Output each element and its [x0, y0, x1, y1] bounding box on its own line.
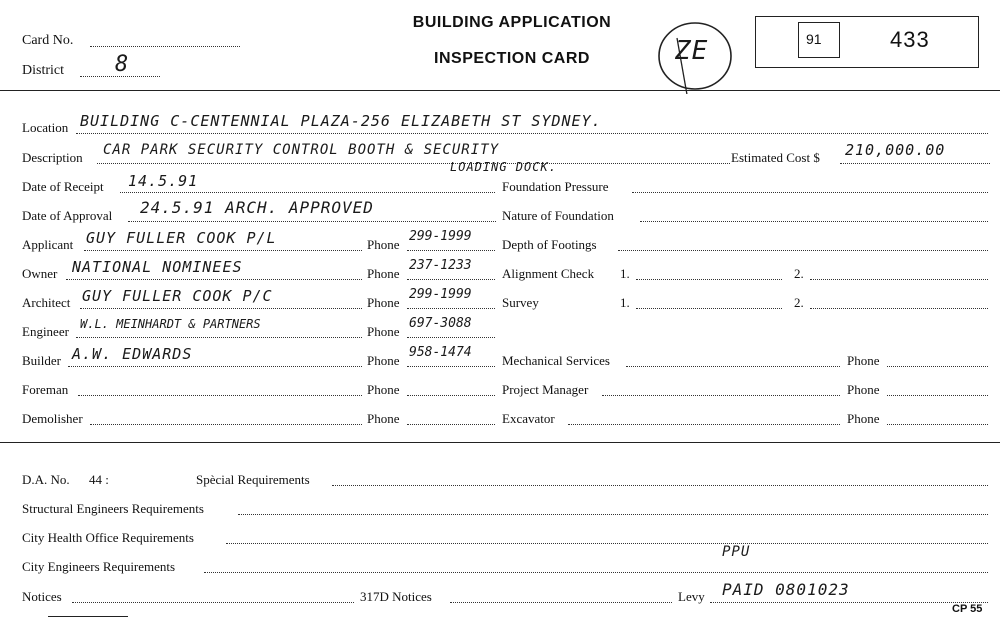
builder-value: A.W. EDWARDS — [72, 345, 193, 363]
description-value: CAR PARK SECURITY CONTROL BOOTH & SECURITY — [103, 142, 500, 158]
levy-value: PAID 0801023 — [722, 580, 850, 599]
nature-of-foundation-field[interactable] — [640, 221, 988, 222]
applicant-value: GUY FULLER COOK P/L — [86, 229, 277, 247]
owner-value: NATIONAL NOMINEES — [72, 258, 243, 276]
survey-field-2[interactable] — [810, 308, 988, 309]
survey-num1: 1. — [620, 295, 630, 310]
alignment-check-num2: 2. — [794, 266, 804, 281]
applicant-phone-label: Phone — [367, 237, 400, 252]
initials-mark: ZE — [675, 36, 709, 66]
estimated-cost-field[interactable] — [840, 163, 990, 164]
notices-317d-label: 317D Notices — [360, 589, 432, 604]
excavator-phone-field[interactable] — [887, 424, 988, 425]
card-no-field[interactable] — [90, 46, 240, 47]
project-manager-phone-field[interactable] — [887, 395, 988, 396]
excavator-field[interactable] — [568, 424, 840, 425]
builder-phone-value: 958-1474 — [409, 345, 472, 360]
engineer-phone-label: Phone — [367, 324, 400, 339]
foundation-pressure-label: Foundation Pressure — [502, 179, 609, 194]
builder-label: Builder — [22, 353, 61, 368]
architect-phone-value: 299-1999 — [409, 287, 472, 302]
special-requirements-label: Spècial Requirements — [196, 472, 310, 487]
date-of-receipt-field[interactable] — [120, 192, 495, 193]
applicant-phone-field[interactable] — [407, 250, 495, 251]
city-engineers-field[interactable] — [204, 572, 988, 573]
form-code: CP 55 — [952, 603, 983, 615]
builder-phone-field[interactable] — [407, 366, 495, 367]
excavator-label: Excavator — [502, 411, 555, 426]
owner-phone-value: 237-1233 — [409, 258, 472, 273]
project-manager-phone-label: Phone — [847, 382, 880, 397]
architect-value: GUY FULLER COOK P/C — [82, 287, 273, 305]
date-of-approval-value: 24.5.91 ARCH. APPROVED — [140, 198, 374, 217]
engineer-phone-value: 697-3088 — [409, 316, 472, 331]
foreman-phone-label: Phone — [367, 382, 400, 397]
card-number-box — [755, 16, 979, 68]
foundation-pressure-field[interactable] — [632, 192, 988, 193]
survey-num2: 2. — [794, 295, 804, 310]
city-engineers-label: City Engineers Requirements — [22, 559, 176, 574]
district-value: 8 — [115, 52, 130, 77]
alignment-check-field-2[interactable] — [810, 279, 988, 280]
structural-requirements-field[interactable] — [238, 514, 988, 515]
mechanical-services-field[interactable] — [626, 366, 840, 367]
depth-of-footings-field[interactable] — [618, 250, 988, 251]
levy-field[interactable] — [710, 602, 988, 603]
notices-label: Notices — [22, 589, 62, 604]
description-field[interactable] — [97, 163, 730, 164]
architect-phone-label: Phone — [367, 295, 400, 310]
location-value: BUILDING C-CENTENNIAL PLAZA-256 ELIZABETH ST SYDNEY. — [80, 112, 602, 130]
notices-field[interactable] — [72, 602, 354, 603]
project-manager-field[interactable] — [602, 395, 840, 396]
owner-phone-field[interactable] — [407, 279, 495, 280]
special-requirements-field[interactable] — [332, 485, 988, 486]
location-field[interactable] — [76, 133, 988, 134]
foreman-label: Foreman — [22, 382, 69, 397]
builder-phone-label: Phone — [367, 353, 400, 368]
applicant-label: Applicant — [22, 237, 74, 252]
mechanical-services-phone-field[interactable] — [887, 366, 988, 367]
alignment-check-field-1[interactable] — [636, 279, 782, 280]
engineer-label: Engineer — [22, 324, 69, 339]
applicant-phone-value: 299-1999 — [409, 229, 472, 244]
estimated-cost-value: 210,000.00 — [845, 141, 946, 159]
owner-phone-label: Phone — [367, 266, 400, 281]
description-label: Description — [22, 150, 83, 165]
levy-label: Levy — [678, 589, 705, 604]
project-manager-label: Project Manager — [502, 382, 589, 397]
date-of-approval-field[interactable] — [128, 221, 496, 222]
demolisher-phone-field[interactable] — [407, 424, 495, 425]
nature-of-foundation-label: Nature of Foundation — [502, 208, 614, 223]
city-engineers-value: PPU — [722, 544, 751, 560]
architect-label: Architect — [22, 295, 71, 310]
excavator-phone-label: Phone — [847, 411, 880, 426]
card-no-label: Card No. — [22, 33, 74, 48]
demolisher-field[interactable] — [90, 424, 362, 425]
section-divider — [0, 442, 1000, 443]
form-title-line1: BUILDING APPLICATION — [412, 14, 612, 31]
da-no-value: 44 : — [89, 472, 109, 487]
applicant-field[interactable] — [84, 250, 362, 251]
notices-317d-field[interactable] — [450, 602, 672, 603]
mechanical-services-phone-label: Phone — [847, 353, 880, 368]
mechanical-services-label: Mechanical Services — [502, 353, 610, 368]
card-number-large: 433 — [890, 27, 930, 52]
engineer-phone-field[interactable] — [407, 337, 495, 338]
da-no-label: D.A. No. — [22, 472, 70, 487]
alignment-check-num1: 1. — [620, 266, 630, 281]
form-title-line2: INSPECTION CARD — [434, 50, 590, 67]
engineer-field[interactable] — [76, 337, 362, 338]
architect-field[interactable] — [80, 308, 362, 309]
owner-field[interactable] — [66, 279, 362, 280]
foreman-phone-field[interactable] — [407, 395, 495, 396]
estimated-cost-label: Estimated Cost $ — [731, 150, 820, 165]
alignment-check-label: Alignment Check — [502, 266, 595, 281]
health-requirements-label: City Health Office Requirements — [22, 530, 194, 545]
architect-phone-field[interactable] — [407, 308, 495, 309]
owner-label: Owner — [22, 266, 58, 281]
header-divider — [0, 90, 1000, 91]
builder-field[interactable] — [68, 366, 362, 367]
demolisher-label: Demolisher — [22, 411, 83, 426]
date-of-approval-label: Date of Approval — [22, 208, 113, 223]
survey-field-1[interactable] — [636, 308, 782, 309]
bottom-edge-mark — [48, 616, 128, 617]
structural-requirements-label: Structural Engineers Requirements — [22, 501, 204, 516]
survey-label: Survey — [502, 295, 539, 310]
health-requirements-field[interactable] — [226, 543, 988, 544]
date-of-receipt-label: Date of Receipt — [22, 179, 104, 194]
description-value-2: LOADING DOCK. — [450, 160, 557, 174]
district-label: District — [22, 63, 64, 78]
card-number-small: 91 — [806, 31, 822, 47]
demolisher-phone-label: Phone — [367, 411, 400, 426]
engineer-value: W.L. MEINHARDT & PARTNERS — [80, 317, 261, 331]
foreman-field[interactable] — [78, 395, 362, 396]
date-of-receipt-value: 14.5.91 — [128, 172, 199, 190]
location-label: Location — [22, 120, 69, 135]
depth-of-footings-label: Depth of Footings — [502, 237, 597, 252]
